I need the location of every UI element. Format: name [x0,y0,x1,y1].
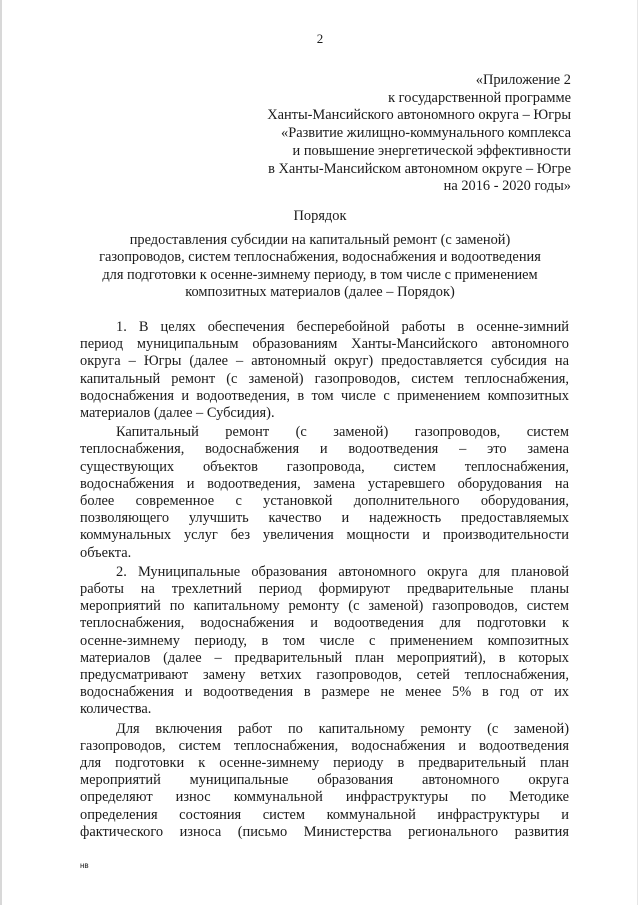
body-line: период муниципальным образованиям Ханты-Мансийского автономного [80,336,569,353]
body-line: фактического износа (письмо Министерства регионального развития [80,823,569,840]
body-line: материалов (далее – Субсидия). [80,405,275,422]
title-heading: Порядок [293,208,347,224]
body-line: работы на трехлетний период формируют предварительные планы [80,581,569,598]
body-line: 1. В целях обеспечения бесперебойной работы в осенне-зимний [116,319,569,335]
scan-edge-left [0,0,2,905]
body-line: Капитальный ремонт (с заменой) газопроводов, систем [116,424,569,441]
body-line: коммунальных услуг без увеличения мощности и производительности [80,527,569,544]
title-line: композитных материалов (далее – Порядок) [185,283,455,300]
footer-mark: нв [80,861,89,870]
body-line: теплоснабжения, водоснабжения и водоотведения – это замена [80,441,569,458]
body-paragraph [80,424,569,562]
body-line: объекта. [80,544,132,561]
body-line: определения состояния систем коммунальной инфраструктуры и [80,806,569,823]
body-line: округа – Югры (далее – автономный округ) предоставляется субсидия на [80,353,569,370]
body-line: капитальный ремонт (с заменой) газопроводов, систем теплоснабжения, [80,370,569,387]
appendix-line: и повышение энергетической эффективности [292,142,571,159]
body-line: предусматривают замену ветхих газопроводов, сетей теплоснабжения, [80,667,569,684]
body-line: количества. [80,701,152,718]
body-line: для подготовки к осенне-зимнему периоду в предварительный план [80,755,569,772]
appendix-line: в Ханты-Мансийском автономном округе – Югре [268,160,571,177]
document-body [80,319,569,841]
appendix-header [267,72,571,196]
body-line: мероприятий муниципальные образования автономного округа [80,772,569,789]
appendix-line: к государственной программе [388,89,571,106]
scan-edge-right [637,0,638,905]
body-line: более современное с установкой дополнительного оборудования, [80,493,569,510]
body-line: осенне-зимнему периоду, в том числе с применением композитных [80,632,569,649]
title-line: газопроводов, систем теплоснабжения, водоснабжения и водоотведения [99,249,541,266]
appendix-line: на 2016 - 2020 годы» [443,178,571,195]
body-line: материалов (далее – предварительный план мероприятий), в которых [80,649,569,666]
body-line: водоснабжения и водоотведения в размере не менее 5% в год от их [80,684,569,701]
appendix-line: «Приложение 2 [475,72,571,88]
body-line: существующих объектов газопровода, систем теплоснабжения, [80,458,569,475]
body-paragraph [80,564,569,719]
title-line: предоставления субсидии на капитальный ремонт (с заменой) [129,232,511,249]
body-line: водоснабжения и водоотведения, замена устаревшего оборудования на [80,475,569,492]
appendix-line: «Развитие жилищно-коммунального комплекса [281,125,571,142]
document-title [70,208,570,301]
body-paragraph [80,721,569,841]
body-line: водоснабжения и водоотведения, в том числе с применением композитных [80,387,569,404]
body-line: теплоснабжения, водоснабжения и водоотведения для подготовки к [80,615,569,632]
body-line: позволяющего улучшить качество и надежность предоставляемых [80,510,569,527]
body-line: Для включения работ по капитальному ремонту (с заменой) [116,720,569,737]
page-number: 2 [316,31,324,46]
title-line: для подготовки к осенне-зимнему периоду, в том числе с применением [102,266,538,283]
body-paragraph [80,319,569,422]
body-line: мероприятий по капитальному ремонту (с заменой) газопроводов, систем [80,598,569,615]
body-line: определяют износ коммунальной инфраструктуры по Методике [80,789,569,806]
appendix-line: Ханты-Мансийского автономного округа – Югры [267,107,571,124]
body-line: 2. Муниципальные образования автономного округа для плановой [116,563,569,580]
body-line: газопроводов, систем теплоснабжения, водоснабжения и водоотведения [80,737,569,754]
